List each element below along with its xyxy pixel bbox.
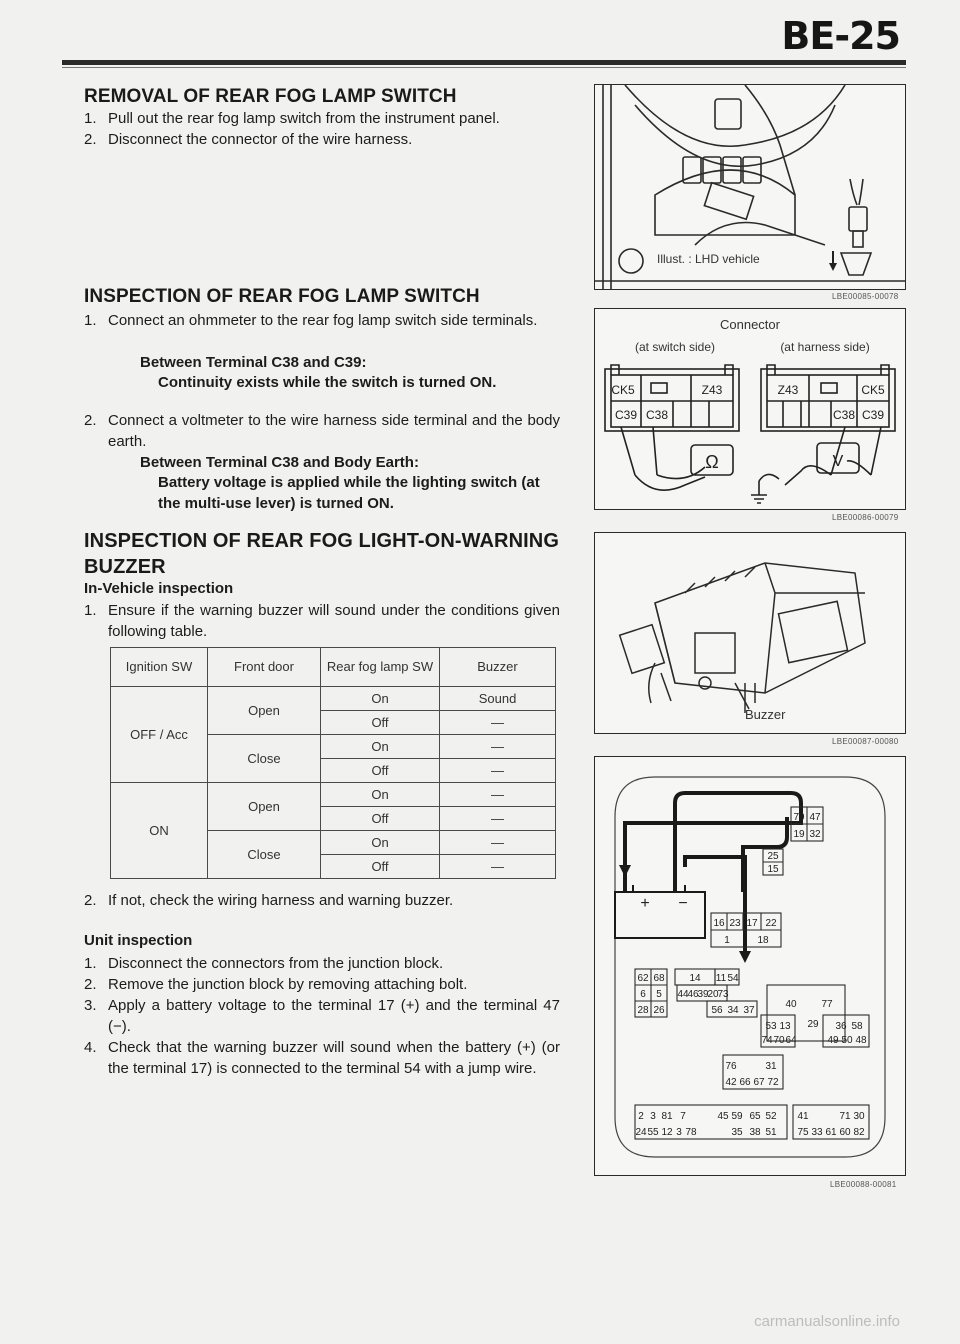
ohmmeter-symbol: Ω bbox=[705, 452, 719, 472]
battery-plus: + bbox=[640, 895, 650, 912]
removal-step-1: 1. Pull out the rear fog lamp switch from the instrument panel. bbox=[84, 110, 500, 127]
term-ck5-right: CK5 bbox=[861, 383, 885, 397]
voltmeter-symbol: V bbox=[832, 453, 844, 470]
terminal-62: 62 bbox=[637, 973, 649, 984]
header-front-door: Front door bbox=[208, 648, 321, 687]
terminal-37: 37 bbox=[743, 1005, 755, 1016]
cell-door-close: Close bbox=[208, 831, 321, 879]
switch-side-label: (at switch side) bbox=[634, 340, 716, 354]
terminal-32: 32 bbox=[809, 829, 821, 840]
header-rule-thin bbox=[62, 67, 906, 68]
harness-side-label: (at harness side) bbox=[780, 340, 870, 354]
terminal-5: 5 bbox=[656, 989, 662, 1000]
terminal-66: 66 bbox=[739, 1077, 751, 1088]
figure-id-2: LBE00086-00079 bbox=[832, 513, 899, 522]
switch-step1-result: Continuity exists while the switch is turned ON. bbox=[158, 374, 497, 391]
connector-diagram bbox=[595, 309, 905, 509]
terminal-22: 22 bbox=[765, 918, 777, 929]
terminal-49: 49 bbox=[827, 1035, 839, 1046]
terminal-58: 58 bbox=[851, 1021, 863, 1032]
terminal-13: 13 bbox=[779, 1021, 791, 1032]
terminal-29: 29 bbox=[807, 1019, 819, 1030]
lhd-caption: Illust. : LHD vehicle bbox=[657, 252, 760, 266]
terminal-75: 75 bbox=[797, 1127, 809, 1138]
header-buzzer: Buzzer bbox=[440, 648, 556, 687]
terminal-73: 73 bbox=[717, 989, 729, 1000]
terminal-61: 61 bbox=[825, 1127, 837, 1138]
terminal-25: 25 bbox=[767, 851, 779, 862]
terminal-78: 78 bbox=[685, 1127, 697, 1138]
cell-ignition-on: ON bbox=[111, 783, 208, 879]
terminal-35: 35 bbox=[731, 1127, 743, 1138]
header-ignition: Ignition SW bbox=[111, 648, 208, 687]
figure-id-3: LBE00087-00080 bbox=[832, 737, 899, 746]
terminal-12: 12 bbox=[661, 1127, 673, 1138]
term-c39-right: C39 bbox=[861, 408, 885, 422]
terminal-2: 2 bbox=[638, 1111, 644, 1122]
removal-step-2: 2. Disconnect the connector of the wire harness. bbox=[84, 131, 413, 148]
terminal-70: 70 bbox=[773, 1035, 785, 1046]
terminal-74: 74 bbox=[761, 1035, 773, 1046]
terminal-48: 48 bbox=[855, 1035, 867, 1046]
inspection-switch-step-2-list bbox=[84, 410, 560, 452]
header-rule bbox=[62, 60, 906, 65]
terminal-28: 28 bbox=[637, 1005, 649, 1016]
terminal-41: 41 bbox=[797, 1111, 809, 1122]
terminal-64: 64 bbox=[785, 1035, 797, 1046]
terminal-3: 3 bbox=[650, 1111, 656, 1122]
unit-step-4: 4. Check that the warning buzzer will sound when the battery (+) (or the terminal 17) is connected to the terminal 54 with a jump wire. bbox=[84, 1039, 560, 1077]
unit-step-1: 1. Disconnect the connectors from the junction block. bbox=[84, 955, 444, 972]
terminal-24: 24 bbox=[635, 1127, 647, 1138]
cell-buzzer: — bbox=[440, 759, 556, 783]
terminal-76: 76 bbox=[725, 1061, 737, 1072]
term-c39-left: C39 bbox=[614, 408, 638, 422]
terminal-59: 59 bbox=[731, 1111, 743, 1122]
terminal-44: 44 bbox=[677, 989, 689, 1000]
terminal-82: 82 bbox=[853, 1127, 865, 1138]
terminal-60: 60 bbox=[839, 1127, 851, 1138]
terminal-26: 26 bbox=[653, 1005, 665, 1016]
cell-fog-on: On bbox=[321, 687, 440, 711]
terminal-51: 51 bbox=[765, 1127, 777, 1138]
page-number: BE-25 bbox=[781, 14, 900, 58]
inspection-switch-step-1-list bbox=[84, 310, 560, 331]
terminal-23: 23 bbox=[729, 918, 741, 929]
cell-door-open: Open bbox=[208, 687, 321, 735]
invehicle-step-1-list bbox=[84, 600, 560, 642]
terminal-67: 67 bbox=[753, 1077, 765, 1088]
inspection-switch-step-1: 1. Connect an ohmmeter to the rear fog lamp switch side terminals. bbox=[84, 312, 538, 329]
term-z43-left: Z43 bbox=[701, 383, 723, 397]
cell-buzzer: — bbox=[440, 783, 556, 807]
terminal-15: 15 bbox=[767, 864, 779, 875]
terminal-11: 11 bbox=[715, 973, 727, 984]
terminal-38: 38 bbox=[749, 1127, 761, 1138]
terminal-47: 47 bbox=[809, 812, 821, 823]
terminal-31: 31 bbox=[765, 1061, 777, 1072]
unit-inspection-heading: Unit inspection bbox=[84, 932, 193, 949]
terminal-34: 34 bbox=[727, 1005, 739, 1016]
header-rear-fog-sw: Rear fog lamp SW bbox=[321, 648, 440, 687]
inspection-switch-title: INSPECTION OF REAR FOG LAMP SWITCH bbox=[84, 286, 480, 307]
switch-step2-result: Battery voltage is applied while the lighting switch (at the multi-use lever) is turned ON. bbox=[158, 474, 540, 512]
terminal-33: 33 bbox=[811, 1127, 823, 1138]
terminal-81: 81 bbox=[661, 1111, 673, 1122]
buzzer-label: Buzzer bbox=[745, 707, 786, 722]
cell-door-open: Open bbox=[208, 783, 321, 831]
cell-door-close: Close bbox=[208, 735, 321, 783]
unit-inspection-steps bbox=[84, 953, 560, 1079]
figure-id-4: LBE00088-00081 bbox=[830, 1180, 897, 1189]
figure-terminal-wiring bbox=[594, 756, 906, 1176]
cell-fog-off: Off bbox=[321, 855, 440, 879]
term-c38-right: C38 bbox=[832, 408, 856, 422]
inspection-buzzer-title-1: INSPECTION OF REAR FOG LIGHT-ON-WARNING bbox=[84, 530, 560, 552]
invehicle-step-2-list bbox=[84, 890, 560, 911]
cell-fog-on: On bbox=[321, 735, 440, 759]
term-ck5-left: CK5 bbox=[611, 383, 635, 397]
terminal-39: 39 bbox=[697, 989, 709, 1000]
terminal-42: 42 bbox=[725, 1077, 737, 1088]
invehicle-heading: In-Vehicle inspection bbox=[84, 580, 234, 597]
terminal-wiring-diagram bbox=[595, 757, 905, 1175]
terminal-53: 53 bbox=[765, 1021, 777, 1032]
invehicle-step-2: 2. If not, check the wiring harness and warning buzzer. bbox=[84, 892, 454, 909]
terminal-55: 55 bbox=[647, 1127, 659, 1138]
terminal-36: 36 bbox=[835, 1021, 847, 1032]
watermark: carmanualsonline.info bbox=[754, 1313, 900, 1330]
switch-step2-terminals: Between Terminal C38 and Body Earth: bbox=[140, 454, 419, 471]
removal-steps bbox=[84, 108, 560, 150]
terminal-50: 50 bbox=[841, 1035, 853, 1046]
cell-buzzer: Sound bbox=[440, 687, 556, 711]
inspection-buzzer-title-2: BUZZER bbox=[84, 556, 166, 578]
terminal-52: 52 bbox=[765, 1111, 777, 1122]
cell-buzzer: — bbox=[440, 711, 556, 735]
term-c38-left: C38 bbox=[645, 408, 669, 422]
terminal-72: 72 bbox=[767, 1077, 779, 1088]
cell-fog-on: On bbox=[321, 783, 440, 807]
cell-buzzer: — bbox=[440, 735, 556, 759]
invehicle-step-1: 1. Ensure if the warning buzzer will sound under the conditions given following table. bbox=[84, 602, 560, 640]
figure-connector bbox=[594, 308, 906, 510]
unit-step-2: 2. Remove the junction block by removing attaching bolt. bbox=[84, 976, 468, 993]
terminal-19: 19 bbox=[793, 829, 805, 840]
cell-buzzer: — bbox=[440, 831, 556, 855]
terminal-56: 56 bbox=[711, 1005, 723, 1016]
terminal-54: 54 bbox=[727, 973, 739, 984]
terminal-14: 14 bbox=[689, 973, 701, 984]
cell-buzzer: — bbox=[440, 807, 556, 831]
connector-title: Connector bbox=[720, 317, 780, 332]
instrument-panel-illustration bbox=[595, 85, 905, 289]
terminal-79: 79 bbox=[793, 812, 805, 823]
terminal-18: 18 bbox=[757, 935, 769, 946]
table-row bbox=[111, 783, 556, 807]
junction-block-illustration bbox=[595, 533, 905, 733]
terminal-71: 71 bbox=[839, 1111, 851, 1122]
cell-fog-off: Off bbox=[321, 807, 440, 831]
cell-ignition-off: OFF / Acc bbox=[111, 687, 208, 783]
figure-instrument-panel bbox=[594, 84, 906, 290]
cell-buzzer: — bbox=[440, 855, 556, 879]
battery-minus: − bbox=[678, 895, 688, 912]
terminal-45: 45 bbox=[717, 1111, 729, 1122]
terminal-46: 46 bbox=[687, 989, 699, 1000]
table-header-row bbox=[111, 648, 556, 687]
terminal-65: 65 bbox=[749, 1111, 761, 1122]
terminal-20: 20 bbox=[707, 989, 719, 1000]
terminal-68: 68 bbox=[653, 973, 665, 984]
buzzer-condition-table bbox=[110, 647, 556, 879]
removal-title: REMOVAL OF REAR FOG LAMP SWITCH bbox=[84, 86, 457, 107]
terminal-16: 16 bbox=[713, 918, 725, 929]
table-row bbox=[111, 687, 556, 711]
terminal-3b: 3 bbox=[676, 1127, 682, 1138]
figure-id-1: LBE00085-00078 bbox=[832, 292, 899, 301]
terminal-7: 7 bbox=[680, 1111, 686, 1122]
terminal-77: 77 bbox=[821, 999, 833, 1010]
term-z43-right: Z43 bbox=[777, 383, 799, 397]
cell-fog-off: Off bbox=[321, 759, 440, 783]
terminal-40: 40 bbox=[785, 999, 797, 1010]
cell-fog-off: Off bbox=[321, 711, 440, 735]
unit-step-3: 3. Apply a battery voltage to the terminal 17 (+) and the terminal 47 (−). bbox=[84, 997, 560, 1035]
terminal-6: 6 bbox=[640, 989, 646, 1000]
figure-junction-block bbox=[594, 532, 906, 734]
terminal-17: 17 bbox=[746, 918, 758, 929]
inspection-switch-step-2: 2. Connect a voltmeter to the wire harness side terminal and the body earth. bbox=[84, 412, 560, 450]
terminal-1: 1 bbox=[724, 935, 730, 946]
cell-fog-on: On bbox=[321, 831, 440, 855]
terminal-30: 30 bbox=[853, 1111, 865, 1122]
switch-step1-terminals: Between Terminal C38 and C39: bbox=[140, 354, 367, 371]
